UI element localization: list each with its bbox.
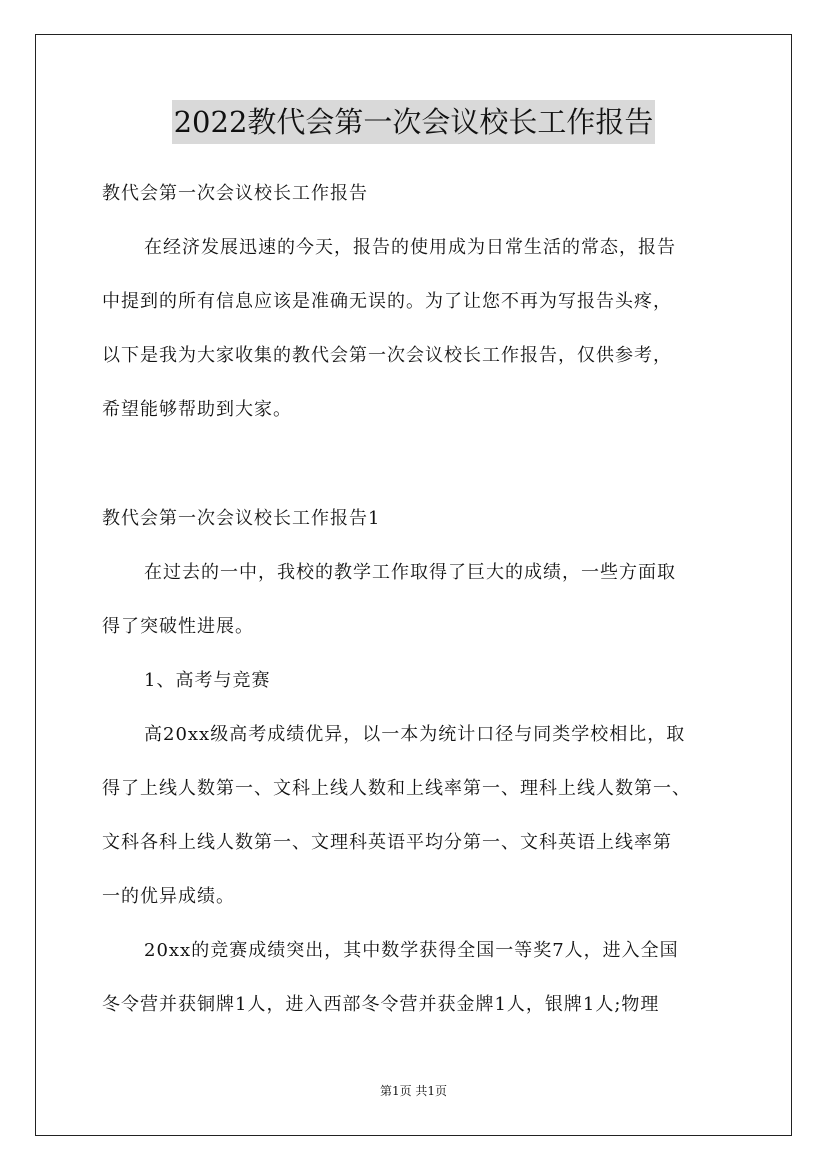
paragraph-line: 中提到的所有信息应该是准确无误的。为了让您不再为写报告头疼， (102, 291, 672, 312)
paragraph-line: 在过去的一中，我校的教学工作取得了巨大的成绩，一些方面取 (144, 562, 676, 583)
paragraph-line: 得了突破性进展。 (102, 616, 254, 637)
list-heading: 1、高考与竞赛 (144, 670, 271, 691)
subtitle-line: 教代会第一次会议校长工作报告 (102, 183, 368, 204)
paragraph-line: 文科各科上线人数第一、文理科英语平均分第一、文科英语上线率第 (102, 832, 672, 853)
paragraph-line: 高20xx级高考成绩优异，以一本为统计口径与同类学校相比，取 (144, 724, 686, 745)
page-footer: 第1页 共1页 (379, 1084, 448, 1098)
title-container (0, 100, 827, 144)
paragraph-line: 冬令营并获铜牌1人，进入西部冬令营并获金牌1人，银牌1人;物理 (102, 994, 660, 1015)
section-heading: 教代会第一次会议校长工作报告1 (102, 508, 381, 529)
paragraph-line: 一的优异成绩。 (102, 886, 235, 907)
paragraph-line: 在经济发展迅速的今天，报告的使用成为日常生活的常态，报告 (144, 237, 676, 258)
document-title: 2022教代会第一次会议校长工作报告 (172, 100, 656, 144)
paragraph-line: 希望能够帮助到大家。 (102, 399, 292, 420)
paragraph-line: 以下是我为大家收集的教代会第一次会议校长工作报告，仅供参考， (102, 345, 672, 366)
paragraph-line: 得了上线人数第一、文科上线人数和上线率第一、理科上线人数第一、 (102, 778, 691, 799)
paragraph-line: 20xx的竞赛成绩突出，其中数学获得全国一等奖7人，进入全国 (144, 940, 679, 961)
